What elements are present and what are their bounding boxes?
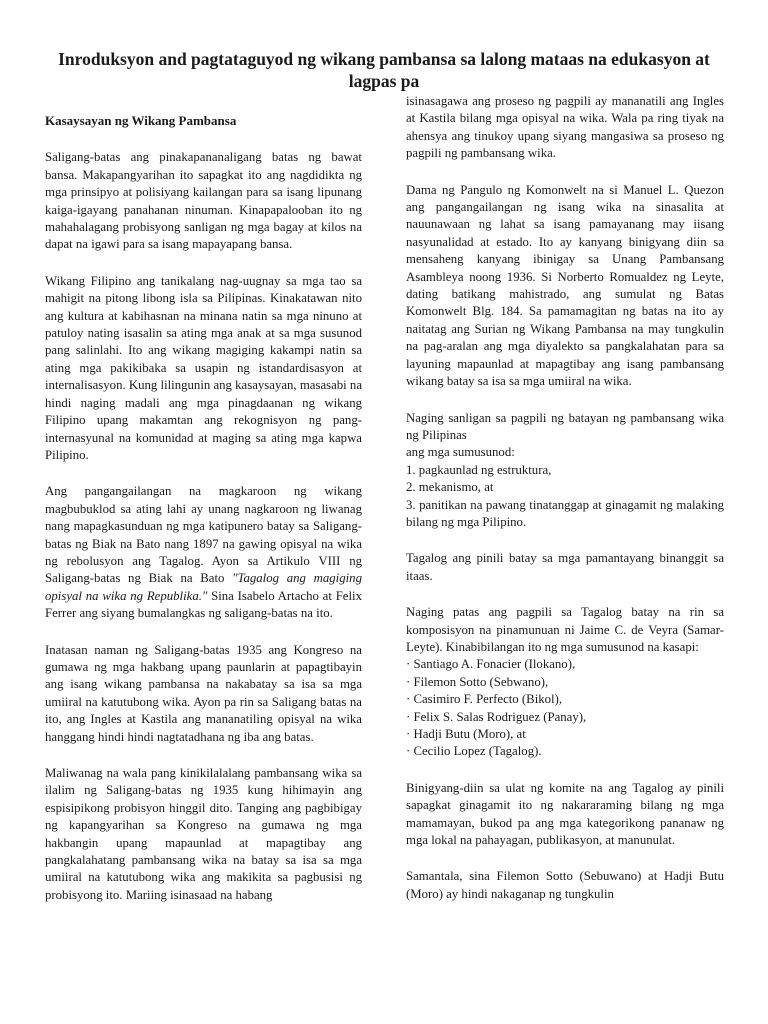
- paragraph: Saligang-batas ang pinakapananaligang batas ng bawat bansa. Makapangyarihan ito sapagkat ito ang nagdidikta ng mga prinsipyo at polisiyang kailangan para sa isang lipunang kaiga-igayang panahanan ninuman. Kinapapalooban ito ng mahahalagang probisyong sanligan ng mga bagay at kilos na dapat na igawi para sa isang mapayapang bansa.: [45, 150, 362, 252]
- paragraph: Samantala, sina Filemon Sotto (Sebuwano) at Hadji Butu (Moro) ay hindi nakaganap ng tungkulin: [406, 869, 724, 901]
- paragraph-text: Ang pangangailangan na magkaroon ng wikang magbubuklod sa ating lahi ay unang nagkaroon ng liwanag nang mapagkasunduan ng mga katipunero batay sa Saligang-batas ng Biak na Bato nang 1897 na gawing opisyal na wika ng rebolusyon ang Tagalog. Ayon sa Artikulo VIII ng Saligang-batas ng Biak na Bato: [45, 484, 362, 586]
- criteria-block: [406, 410, 724, 532]
- committee-block: [406, 604, 724, 761]
- list-item: 3. panitikan na pawang tinatanggap at ginagamit ng malaking bilang ng mga Pilipino.: [406, 497, 724, 529]
- paragraph: Maliwanag na wala pang kinikilalalang pambansang wika sa ilalim ng Saligang-batas ng 1935 kung hihimayin ang espisipikong probisyon hinggil dito. Tanging ang pagbibigay ng kapangyarihan sa Kongreso na gumawa ng mga hakbangin upang mapaunlad at mapagtibay ang pangkalahatang pambansang wika na batay sa isa sa mga umiiral na katutubong wika ang makikita sa pagbusisi ng probisyong ito. Mariing isinasaad na habang: [45, 766, 362, 902]
- list-item: 2. mekanismo, at: [406, 480, 494, 495]
- list-item: 1. pagkaunlad ng estruktura,: [406, 462, 552, 477]
- quotation: "Tagalog ang magiging opisyal na wika ng Republika.": [45, 571, 362, 603]
- paragraph-text: Sina Isabelo Artacho at Felix Ferrer ang siyang bumalangkas ng saligang-batas na ito.: [45, 588, 362, 621]
- member-item: · Casimiro F. Perfecto (Bikol),: [406, 692, 563, 707]
- paragraph: Naging patas ang pagpili sa Tagalog batay na rin sa komposisyon na pinamunuan ni Jaime C. de Veyra (Samar-Leyte). Kinabibilangan ito ng mga sumusunod na kasapi:: [406, 605, 724, 654]
- paragraph: Wikang Filipino ang tanikalang nag-uugnay sa mga tao sa mahigit na pitong libong isla sa Pilipinas. Kinakatawan nito ang kultura at kabihasnan na minana natin sa mga ninuno at patuloy nating isasalin sa ating mga anak at sa mga susunod pang salinlahi. Ito ang wikang magiging kakampi natin sa ating mga pakikibaka sa usapin ng istandardisasyon at internalisasyon. Kung lilingunin ang kasaysayan, masasabi na hindi naging madali ang mga pinagdaanan ng wikang Filipino upang makamtan ang rekognisyon ng pang-internasyunal na komunidad at maging sa ating mga kapwa Pilipino.: [45, 273, 363, 462]
- section-heading: Kasaysayan ng Wikang Pambansa: [45, 113, 237, 128]
- paragraph: Dama ng Pangulo ng Komonwelt na si Manuel L. Quezon ang pangangailangan ng isang wika na sinasalita at nauunawaan ng lahat sa isang pamayanang may iisang nasyunalidad at estado. Ito ay kanyang binigyang diin sa mensaheng kanyang ibinigay sa Unang Pambansang Asambleya noong 1936. Si Norberto Romualdez ng Leyte, dating batikang mahistrado, ang sumulat ng Batas Komonwelt Blg. 184. Sa pamamagitan ng batas na ito ay naitatag ang Surian ng Wikang Pambansa na may tungkulin na pag-aralan ang mga diyalekto sa pangkalahatan para sa layuning mapaunlad at mapagtibay ang isang pambansang wikang batay sa isa sa mga umiiral na wika.: [406, 182, 724, 389]
- member-item: · Cecilio Lopez (Tagalog).: [406, 744, 542, 759]
- paragraph: [45, 483, 362, 622]
- paragraph: Naging sanligan sa pagpili ng batayan ng pambansang wika ng Pilipinas: [406, 410, 724, 442]
- member-item: · Santiago A. Fonacier (Ilokano),: [406, 657, 576, 672]
- left-column: [45, 103, 362, 923]
- paragraph: Binigyang-diin sa ulat ng komite na ang Tagalog ay pinili sapagkat ginagamit ito ng nakararaming bilang ng mga mamamayan, bukod pa ang mga kategorikong pananaw ng mga lokal na pahayagan, publikasyon, at manunulat.: [406, 780, 724, 848]
- member-item: · Hadji Butu (Moro), at: [406, 727, 526, 741]
- document-title: Inroduksyon and pagtataguyod ng wikang pambansa sa lalong mataas na edukasyon at lagpas pa: [58, 49, 710, 91]
- member-item: · Felix S. Salas Rodriguez (Panay),: [406, 709, 587, 724]
- paragraph: isinasagawa ang proseso ng pagpili ay mananatili ang Ingles at Kastila bilang mga opisyal na wika. Wala pa ring tiyak na ahensya ang tinukoy upang siyang mangasiwa sa proseso ng pagpili ng pambansang wika.: [406, 94, 724, 161]
- member-item: · Filemon Sotto (Sebwano),: [406, 674, 549, 689]
- right-column: [406, 93, 724, 922]
- paragraph: Inatasan naman ng Saligang-batas 1935 ang Kongreso na gumawa ng mga hakbang upang paunlarin at papagtibayin ang isang wikang pambansa na nakabatay sa isa sa mga umiiral na katutubong wika. Ayon pa rin sa Saligang batas na ito, ang Ingles at Kastila ang mananatiling opisyal na wika hanggang hindi hindi nagtatadhana ng iba ang batas.: [45, 642, 362, 744]
- paragraph: Tagalog ang pinili batay sa mga pamantayang binanggit sa itaas.: [406, 551, 724, 583]
- list-lead: ang mga sumusunod:: [406, 445, 515, 460]
